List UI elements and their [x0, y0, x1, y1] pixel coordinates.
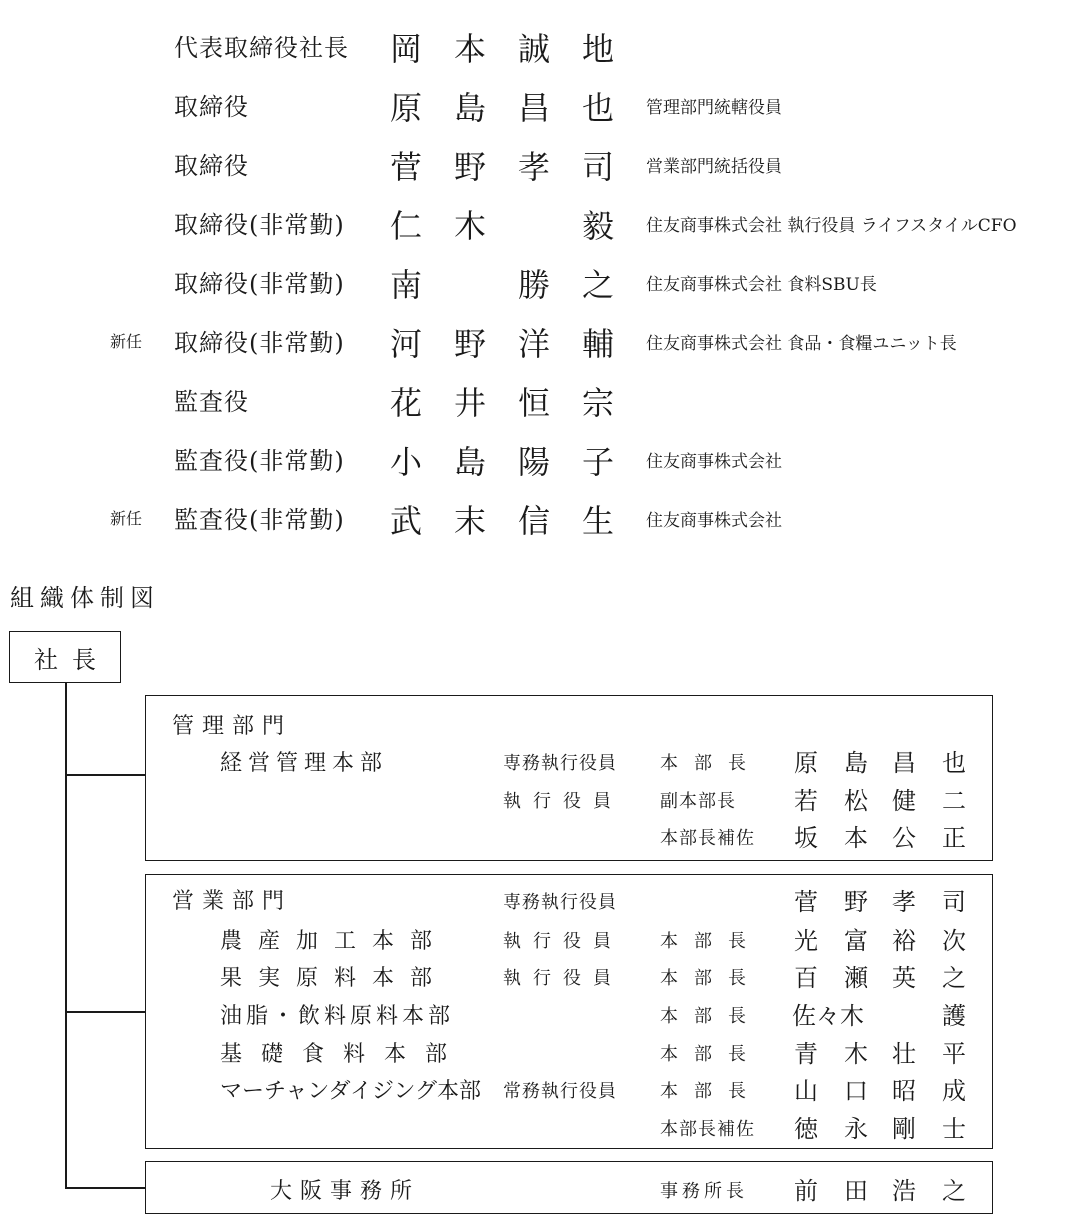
person-name-char: 本	[844, 824, 868, 852]
officer-note: 住友商事株式会社 執行役員 ライフスタイルCFO	[646, 216, 1017, 236]
person-name-char: 富	[844, 927, 868, 955]
officer-title: 代表取締役社長	[174, 34, 349, 62]
officer-name-char: 司	[581, 148, 614, 186]
person-name-char: 裕	[892, 927, 916, 955]
officer-name-char: 毅	[581, 207, 614, 245]
person-name-char: 徳	[794, 1115, 818, 1143]
person-name-char: 次	[942, 927, 966, 955]
officer-row	[0, 201, 1080, 245]
officer-note: 営業部門統括役員	[646, 157, 782, 177]
officer-name-char: 武	[389, 502, 422, 540]
sales-head-executive-title: 専務執行役員	[503, 892, 617, 913]
role-title: 本部長	[660, 1044, 762, 1065]
officer-name-char: 恒	[517, 384, 550, 422]
officer-name-char: 陽	[517, 443, 550, 481]
officer-name-char: 菅	[389, 148, 422, 186]
officer-name-char: 孝	[517, 148, 550, 186]
officer-title: 取締役	[174, 93, 249, 121]
trunk-line	[65, 683, 67, 1188]
officer-name-char: 島	[453, 443, 486, 481]
officer-title: 取締役(非常勤)	[174, 329, 345, 357]
officer-title: 取締役(非常勤)	[174, 211, 345, 239]
branch-line-admin	[65, 774, 146, 776]
osaka-office-name: 大阪事務所	[270, 1179, 421, 1204]
person-name-char: 松	[844, 787, 868, 815]
officer-note: 住友商事株式会社 食品・食糧ユニット長	[646, 334, 957, 354]
officer-row	[0, 437, 1080, 481]
department-name: 基礎食料本部	[220, 1042, 467, 1067]
officer-name-char: 南	[389, 266, 422, 304]
role-title: 本部長補佐	[660, 1119, 755, 1140]
officer-name-char: 生	[581, 502, 614, 540]
officer-row	[0, 496, 1080, 540]
role-title: 本部長	[660, 1006, 762, 1027]
new-appointment-badge: 新任	[110, 332, 143, 351]
role-title: 副本部長	[660, 791, 736, 812]
president-label: 社長	[34, 645, 110, 674]
org-chart-heading: 組織体制図	[10, 584, 160, 612]
osaka-role-title: 事務所長	[660, 1181, 748, 1202]
president-box	[9, 631, 121, 683]
officer-name-char: 原	[389, 89, 422, 127]
person-name-char: 二	[942, 787, 966, 815]
department-name: マーチャンダイジング本部	[220, 1079, 482, 1104]
officer-name-char: 野	[453, 325, 486, 363]
role-title: 本部長	[660, 968, 762, 989]
officer-name-char: 野	[453, 148, 486, 186]
person-name-char: 瀬	[844, 964, 868, 992]
officer-name-char: 洋	[517, 325, 550, 363]
officer-name-char: 河	[389, 325, 422, 363]
officer-row	[0, 142, 1080, 186]
officer-name-char: 子	[581, 443, 614, 481]
person-name-char: 昭	[892, 1077, 916, 1105]
person-name-char: 木	[844, 1040, 868, 1068]
officer-name-char: 也	[581, 89, 614, 127]
executive-title: 執行役員	[503, 931, 623, 952]
officer-name-char: 地	[581, 30, 614, 68]
person-name-char: 口	[844, 1077, 868, 1105]
officer-title: 監査役(非常勤)	[174, 447, 345, 475]
person-name-char: 正	[942, 824, 966, 852]
person-name-char: 原	[794, 749, 818, 777]
officer-name-char: 之	[581, 266, 614, 304]
officer-name-char: 昌	[517, 89, 550, 127]
role-title: 本部長補佐	[660, 828, 755, 849]
person-name-char: 若	[794, 787, 818, 815]
person-name-char: 平	[942, 1040, 966, 1068]
branch-line-osaka	[65, 1187, 146, 1189]
person-name-char: 壮	[892, 1040, 916, 1068]
person-name-char: 也	[942, 749, 966, 777]
sales-head-name-char: 菅	[794, 888, 818, 916]
person-name-char: 光	[794, 927, 818, 955]
officer-title: 監査役(非常勤)	[174, 506, 345, 534]
officer-title: 取締役	[174, 152, 249, 180]
person-name-char: 護	[942, 1002, 966, 1030]
officer-title: 取締役(非常勤)	[174, 270, 345, 298]
person-name-char: 百	[794, 964, 818, 992]
person-name-char: 青	[794, 1040, 818, 1068]
person-name-char: 島	[844, 749, 868, 777]
officer-name-char: 誠	[517, 30, 550, 68]
officer-name-char: 井	[453, 384, 486, 422]
officer-name-char: 宗	[581, 384, 614, 422]
officer-row	[0, 319, 1080, 363]
sales-head-name-char: 野	[844, 888, 868, 916]
person-name-char: 昌	[892, 749, 916, 777]
executive-title: 常務執行役員	[503, 1081, 617, 1102]
sales-head-name-char: 孝	[892, 888, 916, 916]
person-name-char: 士	[942, 1115, 966, 1143]
person-name-char: 公	[892, 824, 916, 852]
officer-name-char: 花	[389, 384, 422, 422]
role-title: 本部長	[660, 1081, 762, 1102]
person-name-char: 健	[892, 787, 916, 815]
officer-title: 監査役	[174, 388, 249, 416]
person-name-char: 前	[794, 1177, 818, 1205]
officer-row	[0, 24, 1080, 68]
person-name-char: 成	[942, 1077, 966, 1105]
new-appointment-badge: 新任	[110, 509, 143, 528]
department-name: 農産加工本部	[220, 929, 449, 954]
role-title: 本部長	[660, 931, 762, 952]
person-name-char: 永	[844, 1115, 868, 1143]
department-name: 果実原料本部	[220, 966, 449, 991]
officer-name-char: 本	[453, 30, 486, 68]
officer-note: 住友商事株式会社 食料SBU長	[646, 275, 877, 295]
officer-note: 住友商事株式会社	[646, 511, 782, 531]
sales-division-title: 営業部門	[172, 889, 293, 914]
person-name-char: 浩	[892, 1177, 916, 1205]
officer-name-char: 勝	[517, 266, 550, 304]
person-name-char: 山	[794, 1077, 818, 1105]
department-name: 経営管理本部	[220, 751, 389, 776]
officer-name-char: 仁	[389, 207, 422, 245]
officer-name-char: 末	[453, 502, 486, 540]
officer-note: 管理部門統轄役員	[646, 98, 782, 118]
officer-name-char: 小	[389, 443, 422, 481]
sales-head-name-char: 司	[942, 888, 966, 916]
officer-name-char: 輔	[581, 325, 614, 363]
admin-division-title: 管理部門	[172, 714, 293, 739]
role-title: 本部長	[660, 753, 762, 774]
person-name-char: 坂	[794, 824, 818, 852]
officer-name-char: 木	[453, 207, 486, 245]
executive-title: 専務執行役員	[503, 753, 617, 774]
department-name: 油脂・飲料原料本部	[220, 1004, 455, 1029]
officer-note: 住友商事株式会社	[646, 452, 782, 472]
person-name-char: 佐々木	[792, 1002, 864, 1030]
person-name-char: 英	[892, 964, 916, 992]
officer-name-char: 岡	[389, 30, 422, 68]
officer-row	[0, 83, 1080, 127]
executive-title: 執行役員	[503, 791, 623, 812]
person-name-char: 之	[942, 964, 966, 992]
officer-row	[0, 260, 1080, 304]
person-name-char: 田	[844, 1177, 868, 1205]
officer-name-char: 島	[453, 89, 486, 127]
officer-name-char: 信	[517, 502, 550, 540]
branch-line-sales	[65, 1011, 146, 1013]
executive-title: 執行役員	[503, 968, 623, 989]
person-name-char: 剛	[892, 1115, 916, 1143]
officer-row	[0, 378, 1080, 422]
person-name-char: 之	[942, 1177, 966, 1205]
